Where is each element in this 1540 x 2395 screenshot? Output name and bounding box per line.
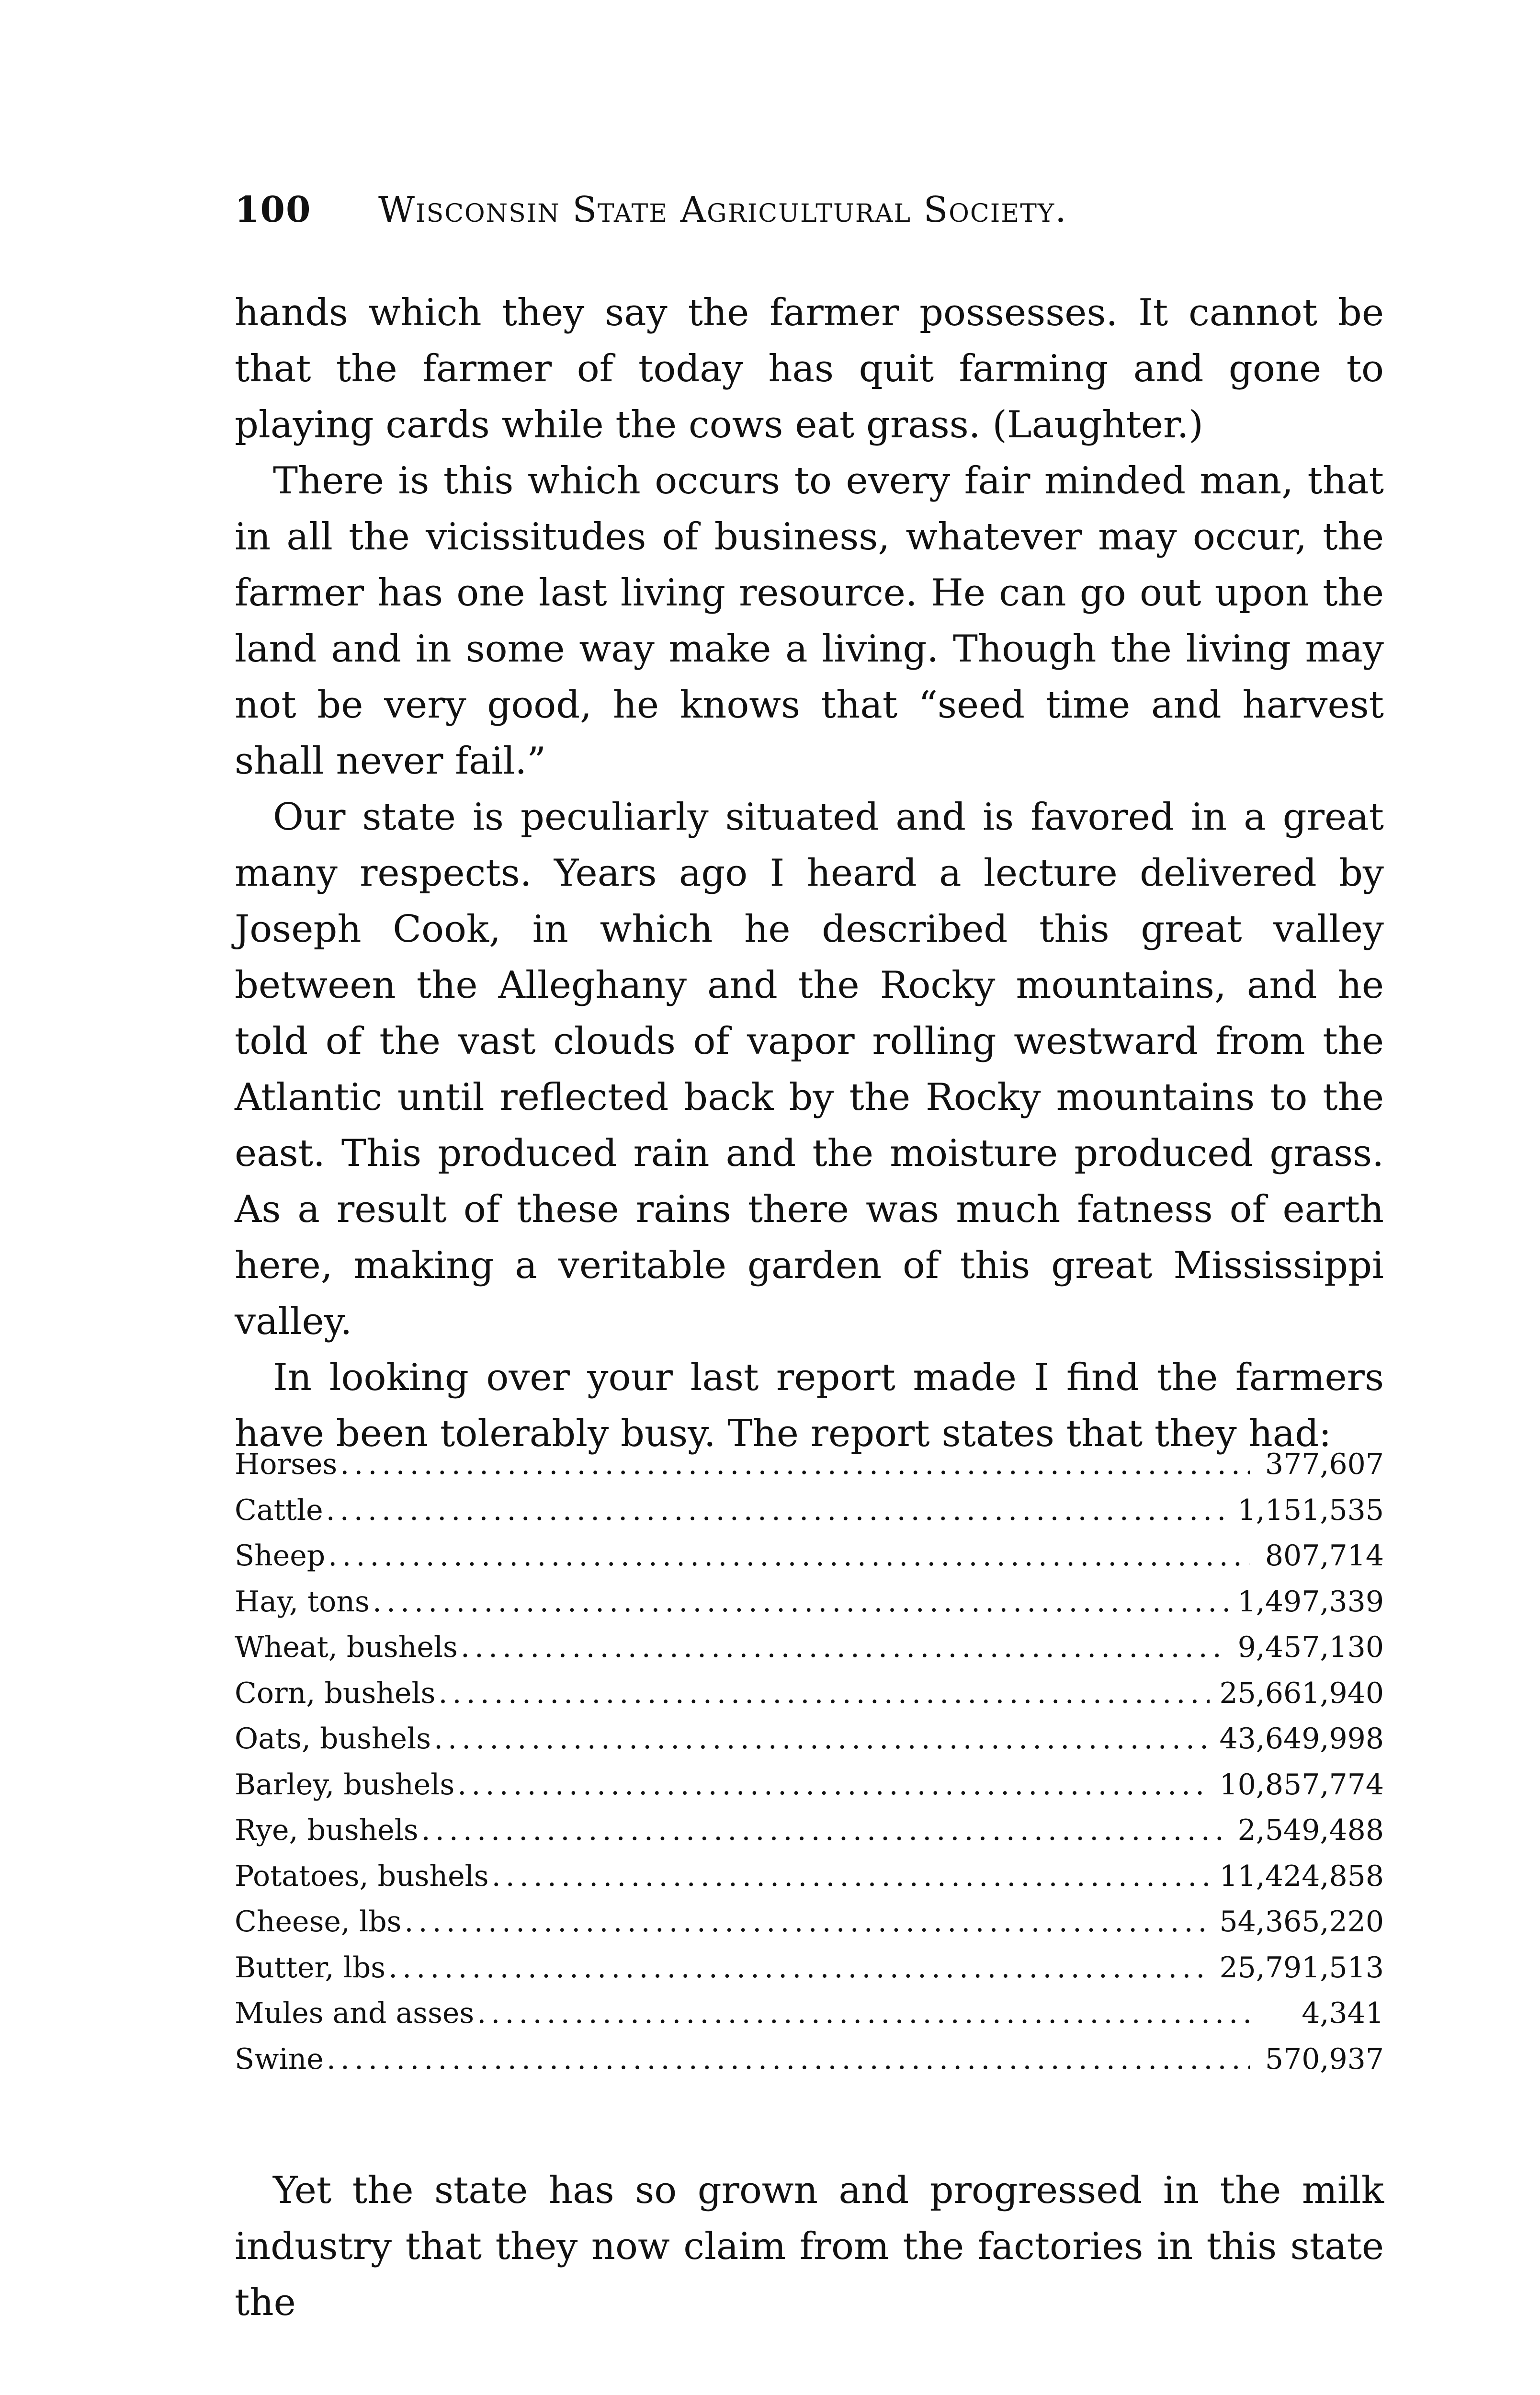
dot-leader: [327, 2037, 1250, 2083]
table-row: [235, 1762, 1384, 1808]
table-row: [235, 1533, 1384, 1579]
dot-leader: [373, 1579, 1228, 1625]
table-row: [235, 1991, 1384, 2037]
table-row: [235, 1579, 1384, 1625]
row-value: 2,549,488: [1237, 1813, 1384, 1847]
dot-leader: [328, 1533, 1250, 1579]
row-label: Sheep: [235, 1539, 326, 1573]
row-label: Rye, bushels: [235, 1813, 419, 1847]
row-label: Swine: [235, 2042, 324, 2076]
table-row: [235, 1625, 1384, 1671]
dot-leader: [477, 1991, 1250, 2037]
dot-leader: [326, 1488, 1228, 1534]
statistics-table: [235, 1442, 1384, 2082]
table-row: [235, 1671, 1384, 1717]
table-row: [235, 1854, 1384, 1900]
row-label: Horses: [235, 1448, 338, 1481]
table-row: [235, 1899, 1384, 1945]
row-label: Barley, bushels: [235, 1768, 455, 1802]
paragraph: In looking over your last report made I find the farmers have been tolerably busy. The report states that they had:: [235, 1356, 1384, 1455]
row-value: 377,607: [1265, 1448, 1384, 1481]
row-value: 570,937: [1265, 2042, 1384, 2076]
row-label: Butter, lbs: [235, 1950, 386, 1984]
paragraph: hands which they say the farmer possesses. It cannot be that the farmer of today has quit farming and gone to playing cards while the cows eat grass. (Laughter.): [235, 291, 1384, 446]
row-value: 10,857,774: [1219, 1768, 1384, 1802]
page-number: 100: [235, 189, 312, 230]
body-text: [235, 285, 1384, 1462]
row-label: Mules and asses: [235, 1996, 475, 2030]
row-label: Potatoes, bushels: [235, 1859, 489, 1893]
row-label: Oats, bushels: [235, 1722, 431, 1756]
row-value: 43,649,998: [1219, 1722, 1384, 1756]
row-value: 11,424,858: [1219, 1859, 1384, 1893]
dot-leader: [438, 1671, 1210, 1717]
table-row: [235, 2037, 1384, 2083]
paragraph: Yet the state has so grown and progressed in the milk industry that they now claim from the factories in this state the: [235, 2169, 1384, 2324]
paragraph: There is this which occurs to every fair minded man, that in all the vicissitudes of business, whatever may occur, the farmer has one last living resource. He can go out upon the land and in some way make a living. Though the living may not be very good, he knows that “seed time and harvest shall never fail.”: [235, 459, 1384, 783]
row-label: Corn, bushels: [235, 1676, 436, 1710]
table-row: [235, 1488, 1384, 1534]
row-label: Cattle: [235, 1493, 323, 1527]
row-value: 807,714: [1265, 1539, 1384, 1573]
table-row: [235, 1442, 1384, 1488]
dot-leader: [421, 1808, 1228, 1854]
dot-leader: [457, 1762, 1210, 1808]
running-title: Wisconsin State Agricultural Society.: [378, 189, 1067, 230]
row-label: Hay, tons: [235, 1585, 370, 1619]
row-value: 54,365,220: [1219, 1905, 1384, 1939]
row-value: 25,791,513: [1219, 1950, 1384, 1984]
dot-leader: [461, 1625, 1228, 1671]
closing-text: [235, 2163, 1384, 2331]
row-value: 4,341: [1302, 1996, 1384, 2030]
dot-leader: [388, 1945, 1210, 1991]
table-row: [235, 1808, 1384, 1854]
table-row: [235, 1716, 1384, 1762]
dot-leader: [492, 1854, 1210, 1900]
row-value: 9,457,130: [1237, 1631, 1384, 1664]
dot-leader: [340, 1442, 1250, 1488]
row-value: 1,151,535: [1237, 1493, 1384, 1527]
row-value: 25,661,940: [1219, 1676, 1384, 1710]
dot-leader: [404, 1899, 1210, 1945]
running-head: [235, 189, 1384, 247]
row-value: 1,497,339: [1237, 1585, 1384, 1619]
table-row: [235, 1945, 1384, 1991]
paragraph: Our state is peculiarly situated and is favored in a great many respects. Years ago I heard a lecture delivered by Joseph Cook, in which he described this great valley between the Alleghany and the Rocky mountains, and he told of the vast clouds of vapor rolling westward from the Atlantic until reflected back by the Rocky mountains to the east. This produced rain and the moisture produced grass. As a result of these rains there was much fatness of earth here, making a veritable garden of this great Mississippi valley.: [235, 796, 1384, 1343]
dot-leader: [434, 1716, 1210, 1762]
row-label: Wheat, bushels: [235, 1631, 458, 1664]
row-label: Cheese, lbs: [235, 1905, 402, 1939]
